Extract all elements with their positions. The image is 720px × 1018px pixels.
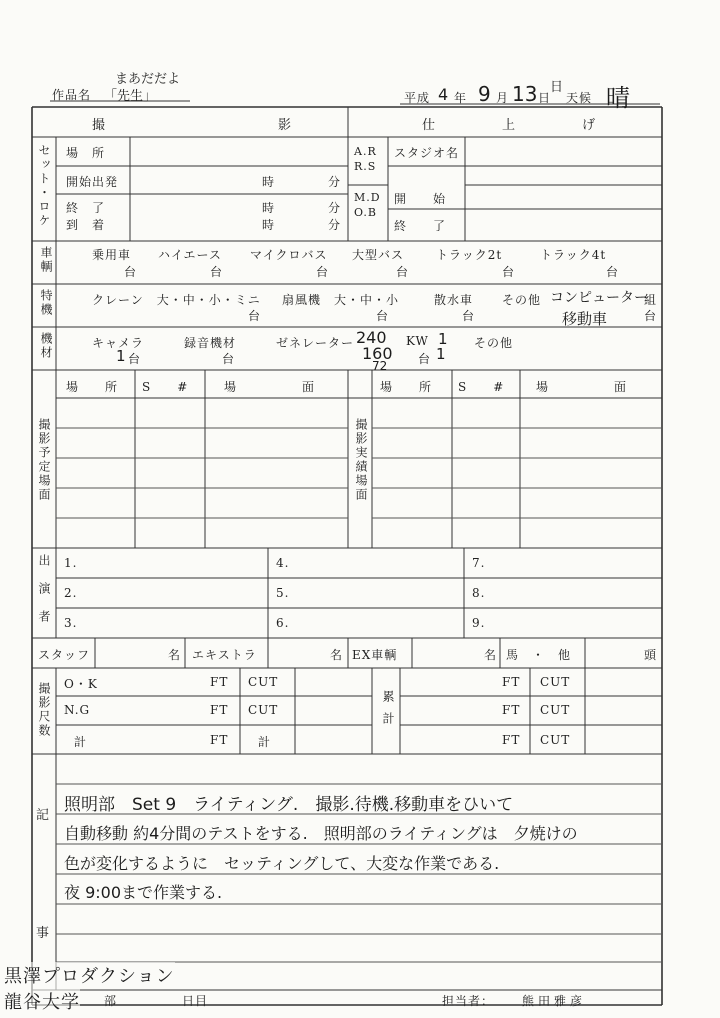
equip-sound-unit: 台 <box>222 352 236 366</box>
special-other: その他 <box>502 293 542 307</box>
film-cum-label: 累計 <box>381 690 395 734</box>
equipment-label: 機材 <box>39 332 53 360</box>
set-location-label: セット・ロケ <box>37 144 51 228</box>
notes-line-3: 色が変化するように セッティングして、大変な作業である. <box>64 854 500 873</box>
footer-daily: 日目 <box>182 994 209 1008</box>
special-unit-2: 台 <box>376 309 390 323</box>
footer-person: 熊田雅彦 <box>522 994 587 1008</box>
date-year: 4 <box>438 85 449 104</box>
finish-heading-1: 仕 <box>422 118 438 133</box>
vehicle-unit-1: 台 <box>124 265 138 279</box>
footer-person-label: 担当者： <box>442 994 495 1008</box>
studio-label: スタジオ名 <box>394 146 460 160</box>
actual-scene-header: 場 面 <box>536 380 628 394</box>
ex-car-unit: 名 <box>484 648 498 662</box>
film-cum-ft-2: FT <box>502 703 521 717</box>
horse-label: 馬 ・ 他 <box>506 648 572 662</box>
gen-count: 1 <box>438 330 448 348</box>
date-day: 13 <box>512 82 538 106</box>
cast-slot-5: 5. <box>276 586 290 600</box>
vehicle-truck-4t: トラック4t <box>540 248 607 262</box>
cast-slot-3: 3. <box>64 616 78 630</box>
vehicle-unit-4: 台 <box>396 265 410 279</box>
gen-unit-count: 台 <box>418 352 432 366</box>
place-label: 場 所 <box>66 146 106 160</box>
special-label: 特機 <box>39 289 53 317</box>
shoot-heading-left: 撮 <box>92 118 108 133</box>
special-other-value2: 移動車 <box>562 310 608 328</box>
film-ng-label: N.G <box>64 703 91 717</box>
cast-slot-1: 1. <box>64 556 78 570</box>
special-unit-3: 台 <box>462 309 476 323</box>
title-ruby: まあだだよ <box>115 72 181 87</box>
gen-value-2: 160 <box>362 344 393 363</box>
film-label: 撮影尺数 <box>37 682 51 738</box>
finish-heading-2: 上 <box>502 118 518 133</box>
equip-generator: ゼネレーター <box>276 336 355 350</box>
special-unit-1: 台 <box>248 309 262 323</box>
gen-count2: 1 <box>436 345 446 363</box>
film-total-label: 計 <box>74 735 88 749</box>
cast-label: 出演者 <box>37 554 51 638</box>
footer-dept: 部 <box>104 994 118 1008</box>
planned-s-header: S # <box>142 380 189 394</box>
title-value: 「先生」 <box>104 89 157 104</box>
gen-value-1: 240 <box>356 328 387 347</box>
vehicle-car: 乗用車 <box>92 248 132 262</box>
date-day-note: 日 <box>550 80 564 95</box>
title-label: 作品名 <box>52 88 92 102</box>
special-crane: クレーン 大・中・小・ミニ <box>92 293 261 307</box>
date-era: 平成 <box>404 91 431 105</box>
vehicles-label: 車輌 <box>39 246 53 274</box>
equip-sound: 録音機材 <box>184 336 237 350</box>
ex-car-label: EX車輌 <box>352 648 398 662</box>
start-label: 開始出発 <box>66 175 119 189</box>
notes-label-2: 事 <box>36 926 51 941</box>
horse-unit: 頭 <box>644 648 658 662</box>
extra-name-unit: 名 <box>330 648 344 662</box>
end-label: 終 了 <box>66 201 106 215</box>
equip-camera-count: 1 <box>116 347 126 365</box>
date-month: 9 <box>478 82 491 106</box>
film-ok-ft: FT <box>210 675 229 689</box>
film-cum-cut-3: CUT <box>540 733 571 747</box>
cast-slot-6: 6. <box>276 616 290 630</box>
date-month-unit: 月 <box>496 91 510 105</box>
film-ng-cut: CUT <box>248 703 279 717</box>
gen-unit: KW <box>406 334 429 348</box>
vehicle-hiace: ハイエース <box>158 248 222 262</box>
vehicle-unit-5: 台 <box>502 265 516 279</box>
actual-s-header: S # <box>458 380 505 394</box>
film-ok-cut: CUT <box>248 675 279 689</box>
arrive-minute: 分 <box>328 218 342 232</box>
mdob-label: M.D O.B <box>354 191 381 219</box>
arrive-hour: 時 <box>262 218 276 232</box>
date-day-unit: 日 <box>538 91 552 105</box>
shoot-heading-right: 影 <box>278 118 294 133</box>
finish-end-label: 終 了 <box>394 219 447 233</box>
staff-label: スタッフ <box>38 648 91 662</box>
vehicle-truck-2t: トラック2t <box>436 248 503 262</box>
planned-place-header: 場 所 <box>66 380 119 394</box>
special-water: 散水車 <box>434 293 474 307</box>
planned-scenes-label: 撮影予定場面 <box>37 418 51 502</box>
archive-stamp-line1: 黒澤プロダクション <box>4 962 175 988</box>
film-total-sub: 計 <box>258 735 272 749</box>
notes-line-4: 夜 9:00まで作業する. <box>64 883 223 902</box>
notes-label-1: 記 <box>36 808 51 823</box>
equip-camera-unit: 台 <box>128 352 142 366</box>
vehicle-unit-6: 台 <box>606 265 620 279</box>
film-cum-ft-1: FT <box>502 675 521 689</box>
equip-other: その他 <box>474 336 514 350</box>
film-ok-label: O・K <box>64 677 98 691</box>
cast-slot-4: 4. <box>276 556 290 570</box>
cast-slot-8: 8. <box>472 586 486 600</box>
vehicle-unit-3: 台 <box>316 265 330 279</box>
vehicle-bus: 大型バス <box>352 248 405 262</box>
special-fan: 扇風機 大・中・小 <box>282 293 400 307</box>
cast-slot-9: 9. <box>472 616 486 630</box>
ars-label: A.R R.S <box>354 145 377 173</box>
film-total-ft: FT <box>210 733 229 747</box>
special-unit-4: 台 <box>644 309 658 323</box>
start-minute: 分 <box>328 175 342 189</box>
notes-line-2: 自動移動 約4分間のテストをする. 照明部のライティングは 夕焼けの <box>64 824 578 843</box>
staff-name-unit: 名 <box>168 648 182 662</box>
date-year-unit: 年 <box>454 91 468 105</box>
notes-line-1: 照明部 Set 9 ライティング. 撮影.待機.移動車をひいて <box>64 795 514 815</box>
weather-label: 天候 <box>566 91 593 105</box>
film-cum-ft-3: FT <box>502 733 521 747</box>
finish-start-label: 開 始 <box>394 192 447 206</box>
special-other-value: コンピューター <box>550 290 648 306</box>
vehicle-unit-2: 台 <box>210 265 224 279</box>
film-cum-cut-2: CUT <box>540 703 571 717</box>
end-hour: 時 <box>262 201 276 215</box>
gen-value-3: 72 <box>372 359 388 373</box>
actual-scenes-label: 撮影実績場面 <box>354 418 368 502</box>
special-set-unit: 組 <box>644 293 658 307</box>
archive-stamp-line2: 龍谷大学 <box>4 988 80 1014</box>
finish-heading-3: げ <box>582 118 598 133</box>
extra-label: エキストラ <box>192 648 257 662</box>
actual-place-header: 場 所 <box>380 380 433 394</box>
planned-scene-header: 場 面 <box>224 380 316 394</box>
arrive-label: 到 着 <box>66 218 106 232</box>
weather-value: 晴 <box>606 84 630 112</box>
cast-slot-2: 2. <box>64 586 78 600</box>
end-minute: 分 <box>328 201 342 215</box>
vehicle-microbus: マイクロバス <box>250 248 328 262</box>
start-hour: 時 <box>262 175 276 189</box>
film-ng-ft: FT <box>210 703 229 717</box>
equip-camera: キャメラ <box>92 336 145 350</box>
film-cum-cut-1: CUT <box>540 675 571 689</box>
cast-slot-7: 7. <box>472 556 486 570</box>
